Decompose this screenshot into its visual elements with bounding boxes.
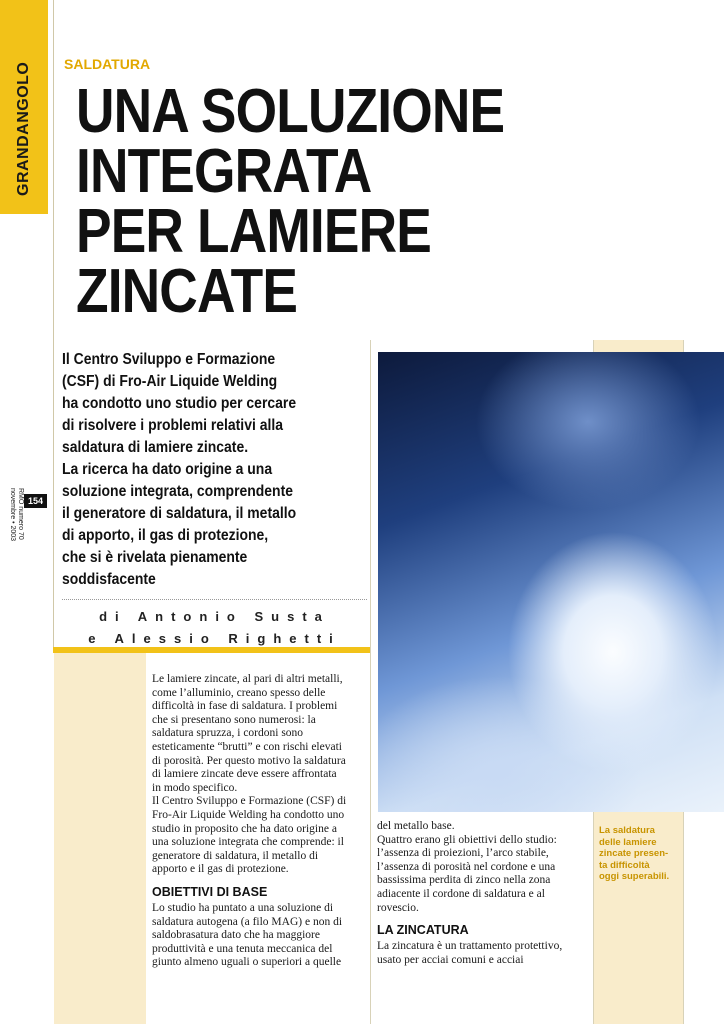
lead-line: soddisfacente: [62, 571, 156, 588]
body-line: apporto e il gas di protezione.: [152, 863, 289, 876]
body-line: di porosità. Per questo motivo la saldatura: [152, 754, 346, 767]
body-column-1: [152, 673, 364, 970]
welding-photo: [378, 352, 724, 812]
caption-line: zincate presen-: [599, 848, 669, 860]
journal-date: novembre • 2003: [9, 488, 16, 542]
byline: [62, 606, 367, 650]
body-line: Il Centro Sviluppo e Formazione (CSF) di: [152, 795, 347, 808]
body-line: giunto almeno uguali o superiori a quelle: [152, 956, 342, 969]
caption-line: ta difficoltà: [599, 859, 650, 871]
subhead-zincatura: LA ZINCATURA: [377, 923, 469, 938]
body-line: produttività e una tenuta meccanica del: [152, 942, 333, 955]
title-line: INTEGRATA: [76, 137, 372, 206]
photo-caption: [599, 825, 683, 883]
lead-line: che si è rivelata pienamente: [62, 549, 248, 566]
journal-issue: RMO numero 70: [17, 488, 24, 540]
body-line: Quattro erano gli obiettivi dello studio:: [377, 833, 557, 846]
caption-line: La saldatura: [599, 825, 655, 836]
body-line: difficoltà in fase di saldatura. I problemi: [152, 700, 338, 713]
page-number: 154: [24, 494, 47, 508]
body-line: che si presentano sono numerosi: la: [152, 713, 316, 726]
journal-info: [4, 488, 24, 558]
body-line: di lamiere zincate deve essere affrontata: [152, 768, 337, 781]
byline-divider: [62, 599, 367, 600]
title-line: PER LAMIERE: [76, 197, 431, 266]
lead-line: di apporto, il gas di protezione,: [62, 527, 269, 544]
caption-line: delle lamiere: [599, 836, 657, 848]
section-tab-label: GRANDANGOLO: [15, 61, 32, 196]
lead-line: il generatore di saldatura, il metallo: [62, 505, 297, 522]
body-line: generatore di saldatura, il metallo di: [152, 849, 319, 862]
body-line: saldatura autogena (a filo MAG) e non di: [152, 915, 343, 928]
body-line: una soluzione integrata che comprende: il: [152, 836, 344, 849]
body-line: usato per acciai comuni e acciai: [377, 953, 524, 966]
title-line: UNA SOLUZIONE: [76, 77, 505, 146]
lead-line: saldatura di lamiere zincate.: [62, 439, 249, 456]
body-line: come l’alluminio, creano spesso delle: [152, 686, 326, 699]
body-line: bassissima perdita di zinco nella zona: [377, 874, 551, 887]
body-line: l’assenza di proiezioni, l’arco stabile,: [377, 847, 549, 860]
body-line: del metallo base.: [377, 820, 455, 832]
body-line: La zincatura è un trattamento protettivo,: [377, 940, 563, 953]
body-line: studio in proposito che ha dato origine a: [152, 822, 337, 835]
body-line: saldatura spruzza, i cordoni sono: [152, 727, 304, 740]
body-line: in modo specifico.: [152, 781, 238, 794]
lead-line: di risolvere i problemi relativi alla: [62, 417, 283, 434]
lead-line: Il Centro Sviluppo e Formazione: [62, 351, 276, 368]
body-line: saldobrasatura dato che ha maggiore: [152, 929, 320, 942]
body-line: rovescio.: [377, 901, 419, 914]
author-line: e Alessio Righetti: [88, 631, 341, 646]
lead-line: soluzione integrata, comprendente: [62, 483, 293, 500]
body-line: esteticamente “brutti” e con rischi elevati: [152, 740, 342, 753]
body-line: Lo studio ha puntato a una soluzione di: [152, 901, 334, 914]
lead-line: (CSF) di Fro-Air Liquide Welding: [62, 373, 278, 390]
lead-line: La ricerca ha dato origine a una: [62, 461, 273, 478]
body-line: Le lamiere zincate, al pari di altri metalli,: [152, 673, 343, 685]
column-rule: [370, 340, 371, 1024]
body-line: adiacente il cordone di saldatura e al: [377, 887, 545, 900]
body-line: l’assenza di porosità nel cordone e una: [377, 860, 556, 873]
body-line: Fro-Air Liquide Welding ha condotto uno: [152, 808, 345, 821]
author-line: di Antonio Susta: [99, 609, 330, 624]
margin-strip: [54, 653, 146, 1024]
article-title: [76, 77, 592, 326]
subhead-obiettivi: OBIETTIVI DI BASE: [152, 884, 268, 899]
lead-paragraph: [62, 349, 362, 591]
lead-line: ha condotto uno studio per cercare: [62, 395, 297, 412]
accent-bar: [53, 647, 370, 653]
section-label: SALDATURA: [64, 56, 151, 72]
title-line: ZINCATE: [76, 257, 298, 326]
caption-line: oggi superabili.: [599, 871, 670, 883]
body-column-2: [377, 820, 587, 967]
sidebar-rule: [53, 0, 54, 650]
